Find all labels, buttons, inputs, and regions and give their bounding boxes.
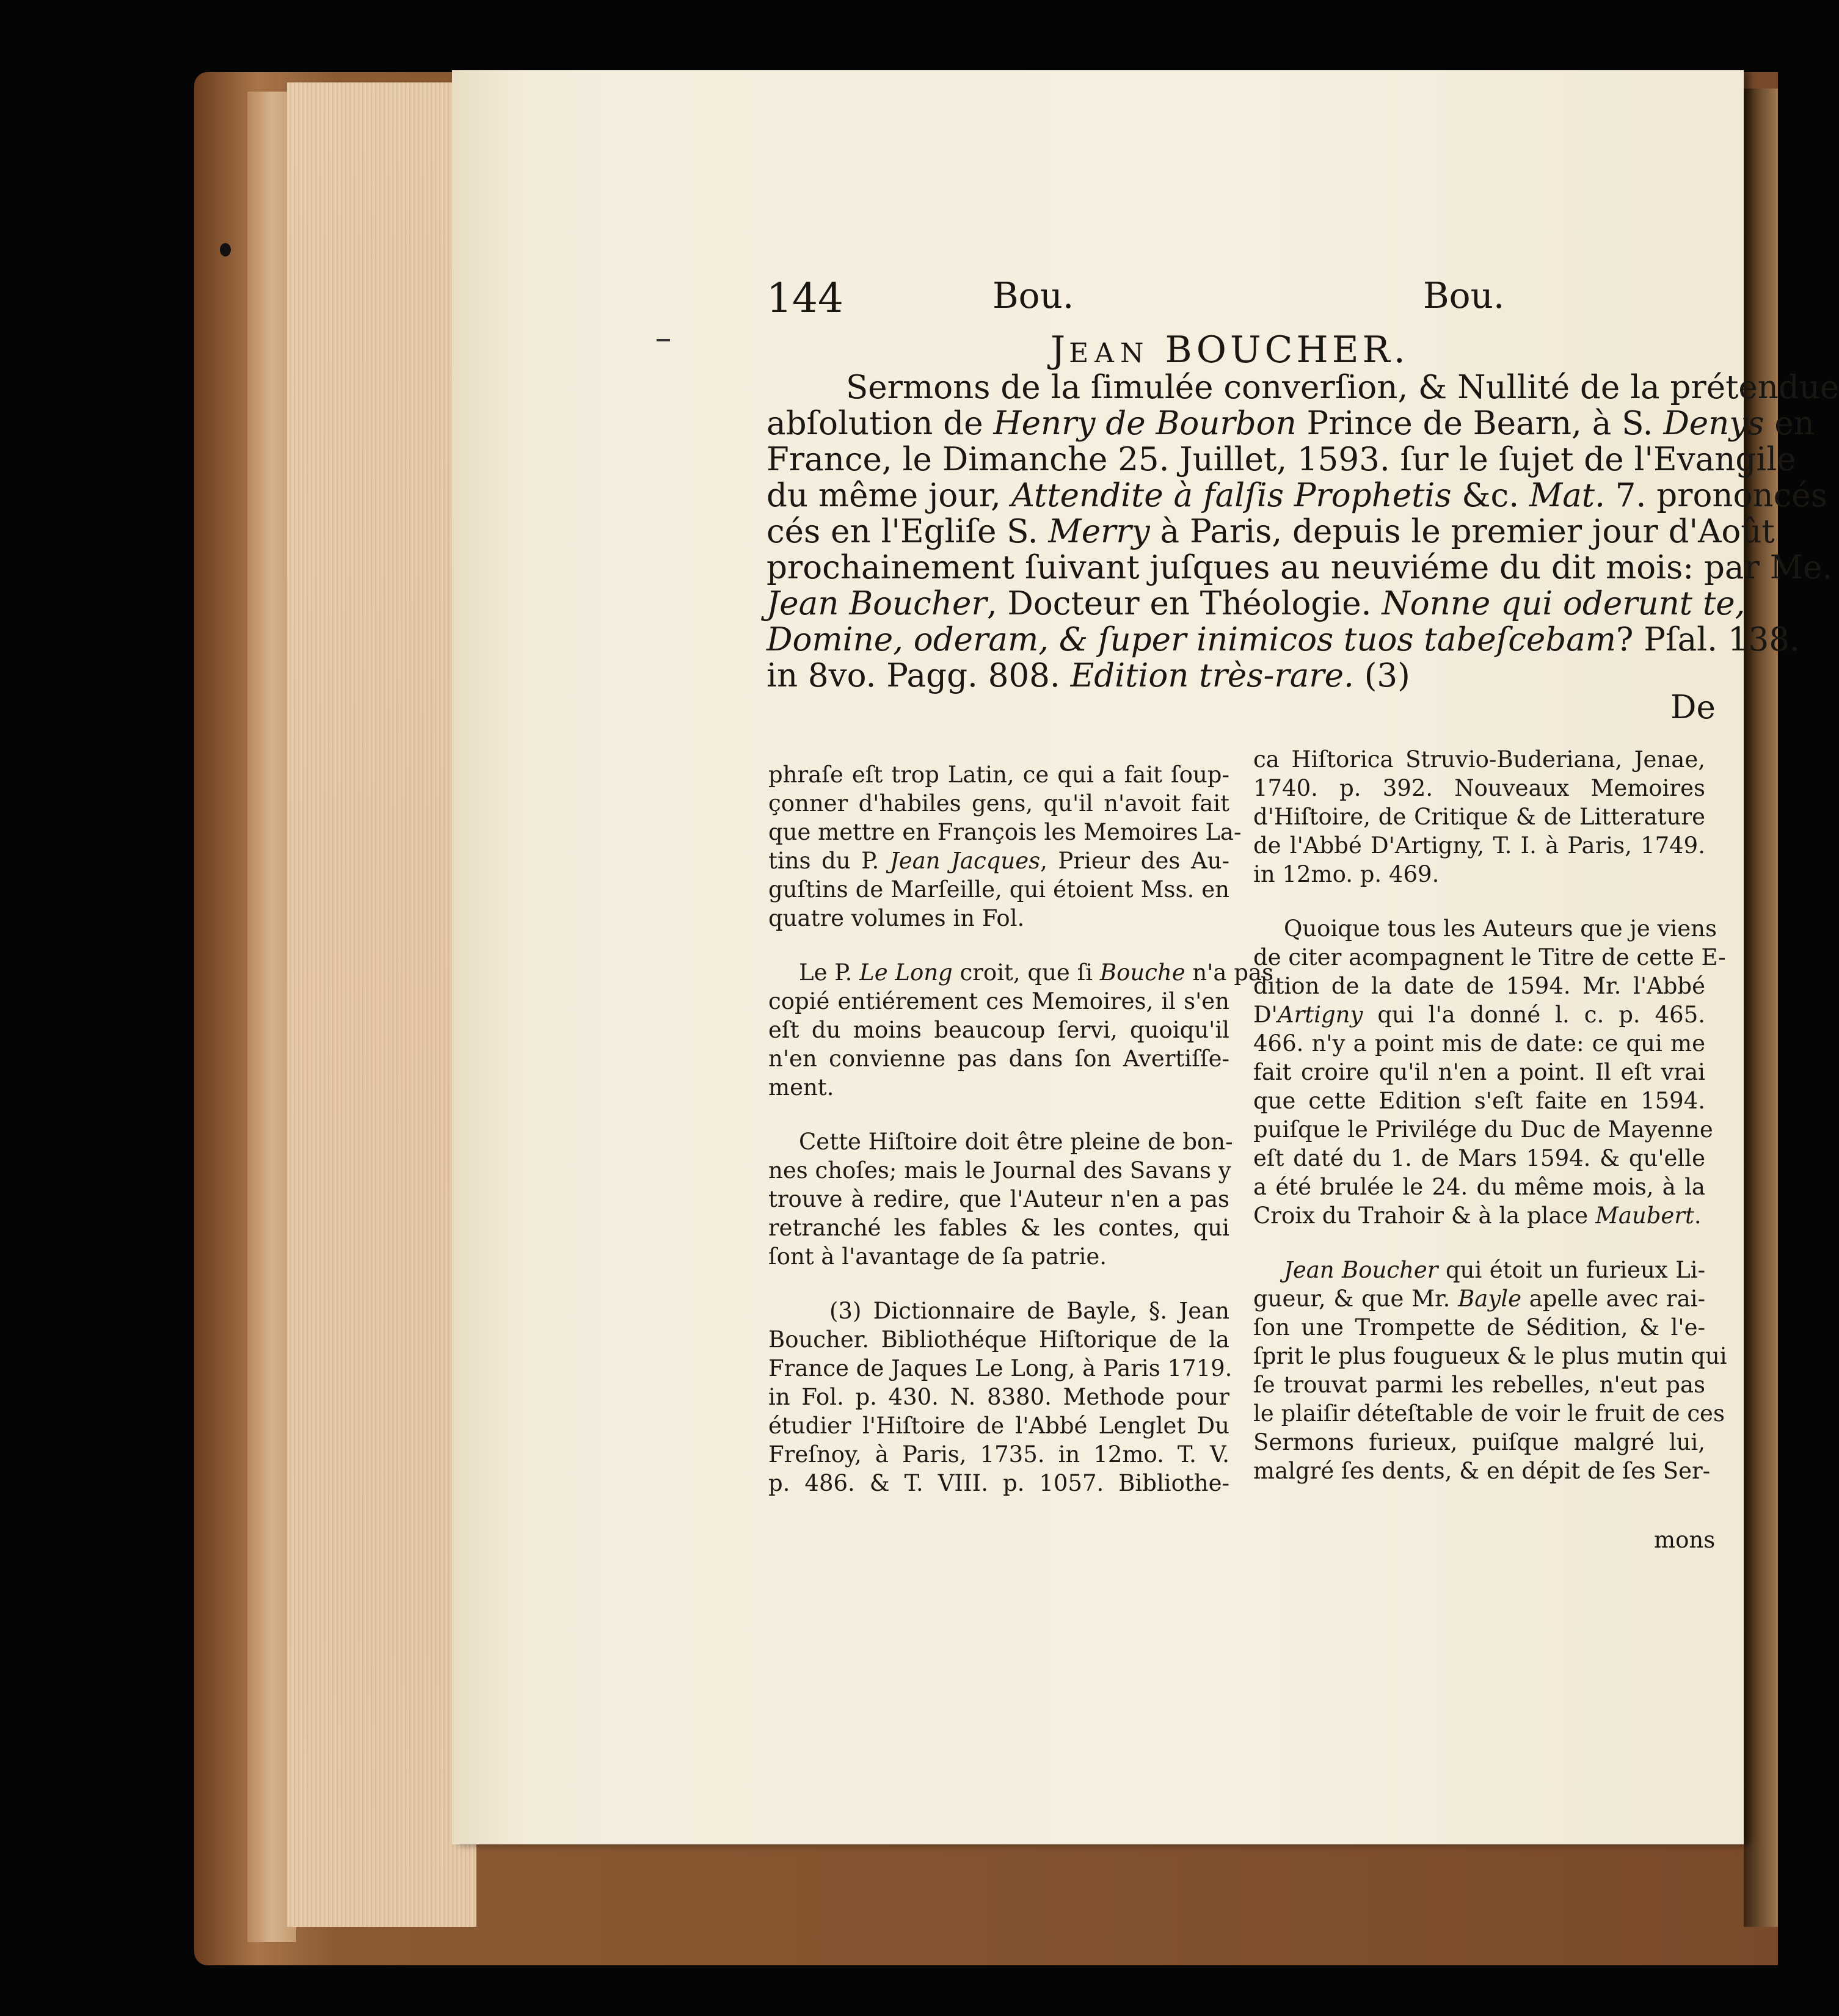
text-run: France de Jaques Le Long, à Paris 1719.: [768, 1355, 1233, 1381]
text-run: ſprit le plus fougueux & le plus mutin qui: [1253, 1343, 1727, 1369]
italic-text: Denys: [1663, 405, 1764, 442]
italic-text: Jean Boucher: [1284, 1257, 1438, 1283]
paragraph2-line: [768, 987, 1229, 1016]
paragraph3-line: [1253, 1256, 1705, 1284]
paragraph1-line: [1253, 860, 1705, 889]
paragraph2-line: [1253, 1086, 1705, 1115]
entry-line: [767, 658, 1707, 694]
entry-line: [767, 405, 1815, 442]
paragraph2-line: [1253, 1029, 1705, 1058]
text-run: eſt daté du 1. de Mars 1594. & qu'elle: [1253, 1145, 1705, 1171]
text-run: France, le Dimanche 25. Juillet, 1593. ſur le ſujet de l'Evangile: [767, 441, 1796, 478]
paragraph2-line: [1253, 1115, 1713, 1144]
italic-text: Henry de Bourbon: [993, 405, 1297, 442]
text-run: ſont à l'avantage de ſa patrie.: [768, 1243, 1107, 1270]
paragraph1-line: [1253, 745, 1705, 774]
italic-text: Bayle: [1458, 1286, 1521, 1312]
paragraph-gap: [768, 1271, 1229, 1297]
text-run: fait croire qu'il n'en a point. Il eſt vrai: [1253, 1059, 1705, 1085]
text-run: ? Pſal. 138.: [1616, 621, 1800, 658]
entry-line: [767, 369, 1839, 406]
text-run: Croix du Trahoir & à la place: [1253, 1203, 1595, 1229]
cover-hole: [220, 243, 231, 257]
entry-line: [767, 477, 1827, 514]
paragraph3-line: [1253, 1399, 1725, 1428]
entry-line: [767, 513, 1775, 550]
text-run: &c.: [1451, 477, 1529, 514]
paragraph2-line: [1253, 1058, 1705, 1086]
paragraph-gap: [1253, 1230, 1705, 1256]
paragraph3-line: [1253, 1370, 1705, 1399]
text-run: malgré ſes dents, & en dépit de ſes Ser-: [1253, 1458, 1711, 1484]
text-run: 7. prononcés: [1604, 477, 1827, 514]
text-run: dition de la date de 1594. Mr. l'Abbé: [1253, 973, 1705, 999]
italic-text: Jean Boucher: [767, 585, 987, 622]
paragraph2-line: [1253, 1201, 1705, 1230]
entry-line: [767, 585, 1746, 622]
text-run: D': [1253, 1002, 1278, 1028]
facing-page-edge: [1744, 89, 1778, 1927]
text-run: (3) Dictionnaire de Bayle, §. Jean: [829, 1298, 1229, 1324]
paragraph3-line: [1253, 1313, 1705, 1342]
paragraph3-line: [768, 1185, 1229, 1214]
paragraph3-line: [1253, 1342, 1727, 1370]
entry-line: [767, 549, 1833, 586]
text-run: in 8vo. Pagg. 808.: [767, 657, 1071, 694]
paragraph3-line: [768, 1242, 1229, 1271]
text-run: , Docteur en Théologie.: [986, 585, 1382, 622]
text-run: de l'Abbé D'Artigny, T. I. à Paris, 1749.: [1253, 832, 1705, 859]
paragraph1-line: [768, 818, 1242, 846]
text-run: 1740. p. 392. Nouveaux Memoires: [1253, 775, 1705, 801]
catchword-main: De: [1670, 689, 1716, 726]
text-run: copié entiérement ces Memoires, il s'en: [768, 988, 1229, 1014]
title-initial: J: [1051, 329, 1069, 371]
italic-text: Mat.: [1529, 477, 1605, 514]
text-run: puiſque le Privilége du Duc de Mayenne: [1253, 1116, 1713, 1143]
text-run: le plaiſir déteſtable de voir le fruit de ces: [1253, 1400, 1725, 1427]
paragraph-gap: [1253, 889, 1705, 914]
running-head-left: Bou.: [992, 275, 1074, 316]
page-edges: [287, 82, 476, 1927]
italic-text: Maubert: [1595, 1203, 1694, 1229]
left-column: [768, 760, 1273, 1497]
text-run: que cette Edition s'eſt faite en 1594.: [1253, 1088, 1705, 1114]
text-run: eſt du moins beaucoup ſervi, quoiqu'il: [768, 1017, 1229, 1043]
footnote-line: [768, 1325, 1229, 1354]
text-run: ſon une Trompette de Sédition, & l'e-: [1253, 1314, 1705, 1341]
text-run: qui étoit un furieux Li-: [1438, 1257, 1705, 1283]
text-run: Sermons de la ſimulée converſion, & Nullité de la prétendue: [846, 369, 1839, 406]
text-run: Boucher. Bibliothéque Hiſtorique de la: [768, 1326, 1229, 1353]
text-run: trouve à redire, que l'Auteur n'en a pas: [768, 1186, 1229, 1212]
text-run: 466. n'y a point mis de date: ce qui me: [1253, 1030, 1705, 1057]
paragraph2-line: [768, 958, 1273, 987]
text-run: nes choſes; mais le Journal des Savans y: [768, 1157, 1231, 1184]
paragraph2-line: [1253, 1173, 1705, 1201]
text-run: (3): [1353, 657, 1410, 694]
text-run: ſe trouvat parmi les rebelles, n'eut pas: [1253, 1372, 1705, 1398]
text-run: n'a pas: [1185, 959, 1273, 986]
footnote-line: [768, 1297, 1229, 1325]
footnote-line: [768, 1383, 1229, 1411]
paragraph2-line: [1253, 914, 1717, 943]
text-run: apelle avec rai-: [1521, 1286, 1705, 1312]
paragraph2-line: [1253, 972, 1705, 1000]
text-run: ment.: [768, 1074, 834, 1101]
text-run: du même jour,: [767, 477, 1011, 514]
text-run: in 12mo. p. 469.: [1253, 861, 1440, 887]
text-run: qui l'a donné l. c. p. 465.: [1363, 1002, 1705, 1028]
text-run: a été brulée le 24. du même mois, à la: [1253, 1174, 1705, 1200]
paragraph1-line: [768, 846, 1229, 875]
text-run: tins du P.: [768, 848, 890, 874]
entry-line: [767, 621, 1800, 658]
italic-text: Jean Jacques: [889, 848, 1041, 874]
italic-text: Attendite à falſis Prophetis: [1011, 477, 1452, 514]
paragraph3-line: [1253, 1457, 1711, 1485]
paragraph3-line: [1253, 1284, 1705, 1313]
text-run: Le P.: [799, 959, 860, 986]
footnote-line: [768, 1411, 1229, 1440]
text-run: de citer acompagnent le Titre de cette E-: [1253, 944, 1726, 970]
text-run: d'Hiſtoire, de Critique & de Litterature: [1253, 804, 1705, 830]
text-run: Quoique tous les Auteurs que je viens: [1284, 915, 1717, 942]
italic-text: Le Long: [859, 959, 953, 986]
paragraph3-line: [768, 1156, 1229, 1185]
italic-text: Bouche: [1099, 959, 1185, 986]
text-run: croit, que ſi: [952, 959, 1100, 986]
text-run: que mettre en François les Memoires La-: [768, 819, 1242, 845]
right-column: [1253, 745, 1727, 1485]
paragraph1-line: [768, 904, 1229, 933]
italic-text: Domine, oderam, & ſuper inimicos tuos tabeſcebam: [767, 621, 1617, 658]
text-run: à Paris, depuis le premier jour d'Août: [1149, 513, 1775, 550]
text-run: n'en convienne pas dans ſon Avertiſſe-: [768, 1046, 1229, 1072]
text-run: p. 486. & T. VIII. p. 1057. Bibliothe-: [768, 1470, 1229, 1496]
text-run: abſolution de: [767, 405, 994, 442]
italic-text: Edition très-rare.: [1070, 657, 1354, 694]
running-head-right: Bou.: [1423, 275, 1505, 316]
title-first-name-rest: EAN: [1069, 338, 1150, 369]
text-run: Sermons furieux, puiſque malgré lui,: [1253, 1429, 1705, 1455]
paragraph2-line: [1253, 1144, 1705, 1173]
footnote-line: [768, 1440, 1229, 1469]
catchword-column: mons: [1654, 1527, 1716, 1553]
text-run: , Prieur des Au-: [1040, 848, 1229, 874]
margin-mark: [657, 339, 670, 341]
text-run: retranché les fables & les contes, qui: [768, 1215, 1229, 1241]
text-run: guſtins de Marſeille, qui étoient Mss. en: [768, 876, 1229, 903]
italic-text: Nonne qui oderunt te,: [1382, 585, 1746, 622]
footnote-line: [768, 1469, 1229, 1497]
text-run: Prince de Bearn, à S.: [1296, 405, 1664, 442]
paragraph2-line: [768, 1073, 1229, 1102]
italic-text: Artigny: [1277, 1002, 1363, 1028]
footnote-line: [768, 1354, 1233, 1383]
text-run: Freſnoy, à Paris, 1735. in 12mo. T. V.: [768, 1441, 1229, 1468]
paragraph2-line: [768, 1044, 1229, 1073]
paragraph-gap: [768, 933, 1229, 958]
paragraph2-line: [1253, 943, 1726, 972]
paragraph1-line: [1253, 774, 1705, 802]
text-run: ca Hiſtorica Struvio-Buderiana, Jenae,: [1253, 746, 1705, 773]
text-run: cés en l'Egliſe S.: [767, 513, 1049, 550]
text-run: Cette Hiſtoire doit être pleine de bon-: [799, 1129, 1233, 1155]
entry-title: [1051, 329, 1409, 371]
paragraph1-line: [1253, 802, 1705, 831]
paragraph1-line: [768, 875, 1229, 904]
entry-description: [767, 369, 1839, 694]
paragraph3-line: [768, 1127, 1233, 1156]
text-run: gueur, & que Mr.: [1253, 1286, 1458, 1312]
paragraph1-line: [768, 760, 1229, 789]
paragraph2-line: [768, 1016, 1229, 1044]
paragraph-gap: [768, 1102, 1229, 1127]
text-run: en: [1764, 405, 1815, 442]
entry-line: [767, 441, 1796, 478]
text-run: çonner d'habiles gens, qu'il n'avoit fait: [768, 790, 1229, 817]
paragraph1-line: [768, 789, 1229, 818]
text-run: in Fol. p. 430. N. 8380. Methode pour: [768, 1384, 1229, 1410]
title-surname: BOUCHER.: [1165, 329, 1409, 371]
text-run: phraſe eſt trop Latin, ce qui a fait ſoup-: [768, 762, 1229, 788]
paragraph3-line: [768, 1214, 1229, 1242]
paragraph2-line: [1253, 1000, 1705, 1029]
text-run: prochainement ſuivant juſques au neuviéme du dit mois: par Me.: [767, 549, 1833, 586]
text-run: étudier l'Hiſtoire de l'Abbé Lenglet Du: [768, 1413, 1229, 1439]
italic-text: Merry: [1048, 513, 1150, 550]
paragraph1-line: [1253, 831, 1705, 860]
text-run: quatre volumes in Fol.: [768, 905, 1025, 931]
page-number: 144: [767, 275, 843, 322]
text-run: .: [1694, 1203, 1702, 1229]
paragraph3-line: [1253, 1428, 1705, 1457]
